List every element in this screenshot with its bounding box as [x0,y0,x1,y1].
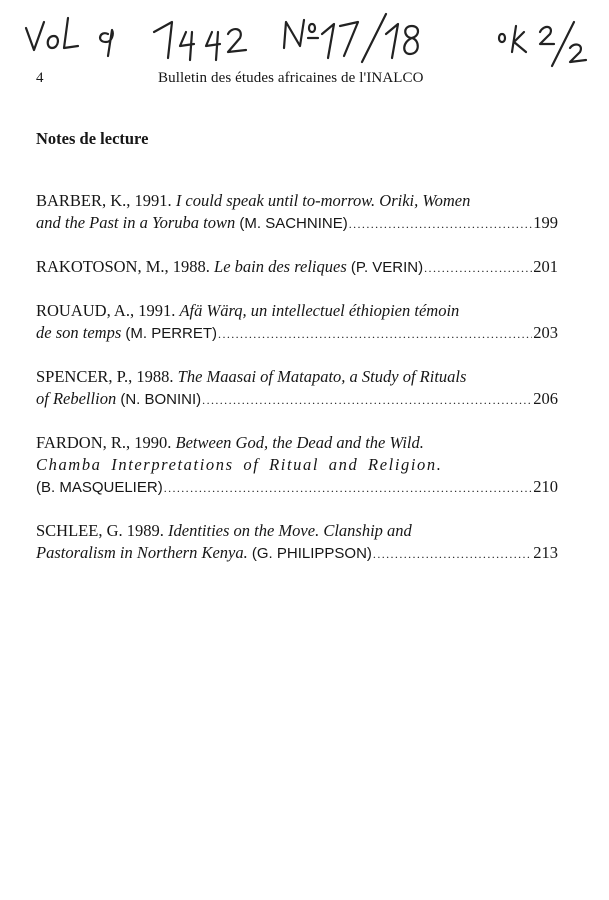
dot-leader [349,213,533,235]
entry-line [36,190,558,212]
dot-leader [218,323,532,345]
handwritten-annotation [22,12,602,72]
entry-page: 201 [533,257,558,276]
toc-entry-rakotoson [36,256,558,279]
toc-list [36,190,558,586]
entry-reviewer: (P. VERIN) [350,259,424,276]
entry-author: RAKOTOSON, M., 1988. [36,257,210,276]
entry-title: The Maasai of Matapato, a Study of Rituals [177,367,467,386]
entry-page: 199 [533,213,558,232]
entry-line [36,520,558,542]
entry-line [36,256,558,279]
entry-title: Afä Wärq, un intellectuel éthiopien témoin [179,301,460,320]
entry-title-continued: and the Past in a Yoruba town [36,213,236,232]
entry-reviewer: (M. SACHNINE) [239,215,348,232]
toc-entry-barber [36,190,558,235]
entry-line [36,212,558,235]
dot-leader [424,257,532,279]
entry-reviewer: (G. PHILIPPSON) [251,545,372,562]
entry-line [36,432,558,454]
entry-reviewer: (M. PERRET) [125,325,218,342]
entry-line [36,542,558,565]
entry-line [36,476,558,499]
dot-leader [164,477,533,499]
entry-author: SPENCER, P., 1988. [36,367,174,386]
entry-title-continued: de son temps [36,323,122,342]
toc-entry-rouaud [36,300,558,345]
entry-line [36,454,558,476]
page-number: 4 [36,70,44,86]
entry-title: Identities on the Move. Clanship and [168,521,412,540]
entry-author: SCHLEE, G. 1989. [36,521,164,540]
entry-page: 210 [533,477,558,496]
entry-title: Le bain des reliques [214,257,347,276]
entry-line [36,388,558,411]
toc-entry-fardon [36,432,558,499]
entry-reviewer: (N. BONINI) [120,391,202,408]
entry-line [36,322,558,345]
entry-author: ROUAUD, A., 1991. [36,301,176,320]
running-title: Bulletin des études africaines de l'INALCO [158,70,424,86]
toc-entry-spencer [36,366,558,411]
entry-title-continued: Chamba Interpretations of Ritual and Religion. [36,455,443,474]
entry-title: Between God, the Dead and the Wild. [175,433,424,452]
dot-leader [373,543,532,565]
entry-line [36,300,558,322]
entry-page: 206 [533,389,558,408]
entry-author: FARDON, R., 1990. [36,433,172,452]
toc-entry-schlee [36,520,558,565]
entry-title-continued: of Rebellion [36,389,117,408]
entry-title-continued: Pastoralism in Northern Kenya. [36,543,248,562]
section-title: Notes de lecture [36,129,149,148]
dot-leader [202,389,532,411]
entry-title: I could speak until to-morrow. Oriki, Women [175,191,471,210]
entry-page: 213 [533,543,558,562]
entry-reviewer: (B. MASQUELIER) [36,479,163,496]
entry-author: BARBER, K., 1991. [36,191,172,210]
entry-line [36,366,558,388]
entry-page: 203 [533,323,558,342]
